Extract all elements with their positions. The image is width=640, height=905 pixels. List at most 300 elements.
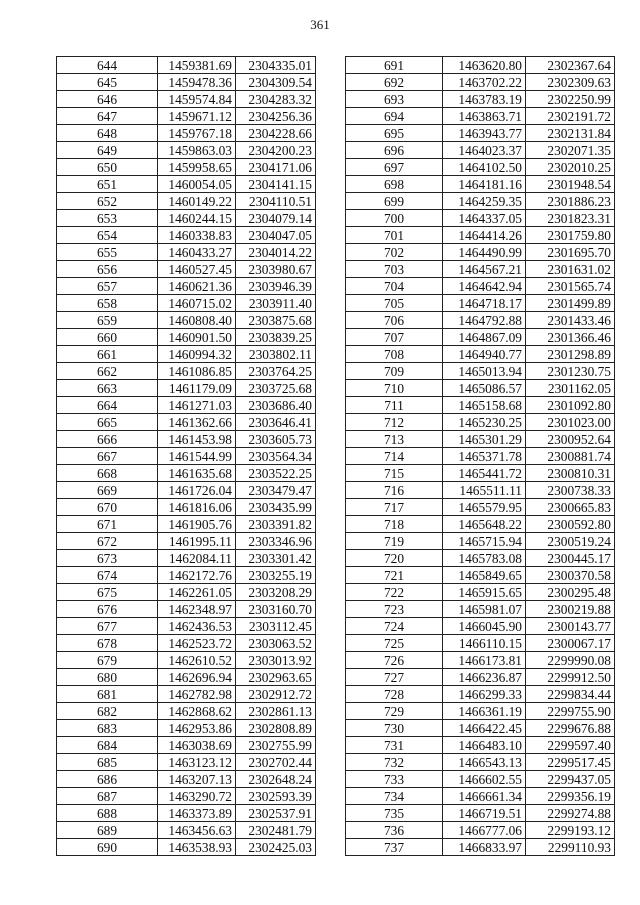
point-number-cell: 711 bbox=[346, 397, 443, 414]
table-row bbox=[57, 482, 316, 499]
table-row bbox=[57, 652, 316, 669]
table-row bbox=[57, 176, 316, 193]
point-number-cell: 726 bbox=[346, 652, 443, 669]
point-number-cell: 718 bbox=[346, 516, 443, 533]
y-coordinate-cell: 2303013.92 bbox=[236, 652, 316, 669]
point-number-cell: 662 bbox=[57, 363, 158, 380]
x-coordinate-cell: 1464023.37 bbox=[443, 142, 526, 159]
y-coordinate-cell: 2303764.25 bbox=[236, 363, 316, 380]
y-coordinate-cell: 2301823.31 bbox=[526, 210, 615, 227]
x-coordinate-cell: 1459381.69 bbox=[158, 57, 236, 74]
table-row bbox=[57, 686, 316, 703]
point-number-cell: 737 bbox=[346, 839, 443, 856]
x-coordinate-cell: 1465086.57 bbox=[443, 380, 526, 397]
point-number-cell: 707 bbox=[346, 329, 443, 346]
point-number-cell: 678 bbox=[57, 635, 158, 652]
table-row bbox=[346, 822, 615, 839]
table-row bbox=[346, 754, 615, 771]
table-row bbox=[57, 227, 316, 244]
point-number-cell: 676 bbox=[57, 601, 158, 618]
y-coordinate-cell: 2300665.83 bbox=[526, 499, 615, 516]
table-row bbox=[57, 533, 316, 550]
y-coordinate-cell: 2303839.25 bbox=[236, 329, 316, 346]
point-number-cell: 705 bbox=[346, 295, 443, 312]
table-row bbox=[346, 788, 615, 805]
table-row bbox=[346, 329, 615, 346]
y-coordinate-cell: 2299676.88 bbox=[526, 720, 615, 737]
point-number-cell: 699 bbox=[346, 193, 443, 210]
x-coordinate-cell: 1463207.13 bbox=[158, 771, 236, 788]
x-coordinate-cell: 1460527.45 bbox=[158, 261, 236, 278]
y-coordinate-cell: 2299193.12 bbox=[526, 822, 615, 839]
x-coordinate-cell: 1462348.97 bbox=[158, 601, 236, 618]
point-number-cell: 691 bbox=[346, 57, 443, 74]
point-number-cell: 675 bbox=[57, 584, 158, 601]
table-row bbox=[57, 363, 316, 380]
table-row bbox=[57, 312, 316, 329]
x-coordinate-cell: 1464259.35 bbox=[443, 193, 526, 210]
x-coordinate-cell: 1459958.65 bbox=[158, 159, 236, 176]
y-coordinate-cell: 2299597.40 bbox=[526, 737, 615, 754]
x-coordinate-cell: 1465648.22 bbox=[443, 516, 526, 533]
x-coordinate-cell: 1463123.12 bbox=[158, 754, 236, 771]
y-coordinate-cell: 2302481.79 bbox=[236, 822, 316, 839]
x-coordinate-cell: 1460808.40 bbox=[158, 312, 236, 329]
y-coordinate-cell: 2301092.80 bbox=[526, 397, 615, 414]
table-row bbox=[57, 414, 316, 431]
y-coordinate-cell: 2303725.68 bbox=[236, 380, 316, 397]
point-number-cell: 694 bbox=[346, 108, 443, 125]
y-coordinate-cell: 2302250.99 bbox=[526, 91, 615, 108]
x-coordinate-cell: 1465158.68 bbox=[443, 397, 526, 414]
x-coordinate-cell: 1461086.85 bbox=[158, 363, 236, 380]
x-coordinate-cell: 1462953.86 bbox=[158, 720, 236, 737]
x-coordinate-cell: 1463456.63 bbox=[158, 822, 236, 839]
point-number-cell: 723 bbox=[346, 601, 443, 618]
y-coordinate-cell: 2304256.36 bbox=[236, 108, 316, 125]
x-coordinate-cell: 1461995.11 bbox=[158, 533, 236, 550]
point-number-cell: 706 bbox=[346, 312, 443, 329]
y-coordinate-cell: 2299274.88 bbox=[526, 805, 615, 822]
x-coordinate-cell: 1462696.94 bbox=[158, 669, 236, 686]
x-coordinate-cell: 1463290.72 bbox=[158, 788, 236, 805]
y-coordinate-cell: 2301298.89 bbox=[526, 346, 615, 363]
table-row bbox=[57, 601, 316, 618]
point-number-cell: 682 bbox=[57, 703, 158, 720]
x-coordinate-cell: 1459478.36 bbox=[158, 74, 236, 91]
y-coordinate-cell: 2303605.73 bbox=[236, 431, 316, 448]
y-coordinate-cell: 2303686.40 bbox=[236, 397, 316, 414]
point-number-cell: 725 bbox=[346, 635, 443, 652]
table-row bbox=[346, 176, 615, 193]
y-coordinate-cell: 2303255.19 bbox=[236, 567, 316, 584]
y-coordinate-cell: 2299110.93 bbox=[526, 839, 615, 856]
point-number-cell: 735 bbox=[346, 805, 443, 822]
point-number-cell: 673 bbox=[57, 550, 158, 567]
point-number-cell: 713 bbox=[346, 431, 443, 448]
table-row bbox=[346, 686, 615, 703]
x-coordinate-cell: 1463702.22 bbox=[443, 74, 526, 91]
table-row bbox=[57, 788, 316, 805]
x-coordinate-cell: 1459863.03 bbox=[158, 142, 236, 159]
x-coordinate-cell: 1463620.80 bbox=[443, 57, 526, 74]
point-number-cell: 734 bbox=[346, 788, 443, 805]
x-coordinate-cell: 1462868.62 bbox=[158, 703, 236, 720]
point-number-cell: 672 bbox=[57, 533, 158, 550]
table-row bbox=[346, 669, 615, 686]
point-number-cell: 647 bbox=[57, 108, 158, 125]
y-coordinate-cell: 2299437.05 bbox=[526, 771, 615, 788]
table-row bbox=[346, 431, 615, 448]
x-coordinate-cell: 1463538.93 bbox=[158, 839, 236, 856]
point-number-cell: 674 bbox=[57, 567, 158, 584]
table-row bbox=[346, 74, 615, 91]
x-coordinate-cell: 1466236.87 bbox=[443, 669, 526, 686]
y-coordinate-cell: 2304283.32 bbox=[236, 91, 316, 108]
point-number-cell: 659 bbox=[57, 312, 158, 329]
point-number-cell: 663 bbox=[57, 380, 158, 397]
y-coordinate-cell: 2301948.54 bbox=[526, 176, 615, 193]
y-coordinate-cell: 2304228.66 bbox=[236, 125, 316, 142]
point-number-cell: 689 bbox=[57, 822, 158, 839]
x-coordinate-cell: 1465301.29 bbox=[443, 431, 526, 448]
y-coordinate-cell: 2304110.51 bbox=[236, 193, 316, 210]
y-coordinate-cell: 2302131.84 bbox=[526, 125, 615, 142]
x-coordinate-cell: 1461726.04 bbox=[158, 482, 236, 499]
y-coordinate-cell: 2303160.70 bbox=[236, 601, 316, 618]
point-number-cell: 668 bbox=[57, 465, 158, 482]
table-row bbox=[57, 737, 316, 754]
point-number-cell: 665 bbox=[57, 414, 158, 431]
y-coordinate-cell: 2301366.46 bbox=[526, 329, 615, 346]
y-coordinate-cell: 2302593.39 bbox=[236, 788, 316, 805]
point-number-cell: 684 bbox=[57, 737, 158, 754]
x-coordinate-cell: 1465230.25 bbox=[443, 414, 526, 431]
y-coordinate-cell: 2300295.48 bbox=[526, 584, 615, 601]
point-number-cell: 660 bbox=[57, 329, 158, 346]
point-number-cell: 715 bbox=[346, 465, 443, 482]
y-coordinate-cell: 2300519.24 bbox=[526, 533, 615, 550]
y-coordinate-cell: 2300370.58 bbox=[526, 567, 615, 584]
table-row bbox=[57, 567, 316, 584]
table-row bbox=[346, 550, 615, 567]
y-coordinate-cell: 2303391.82 bbox=[236, 516, 316, 533]
point-number-cell: 710 bbox=[346, 380, 443, 397]
point-number-cell: 724 bbox=[346, 618, 443, 635]
table-row bbox=[57, 278, 316, 295]
x-coordinate-cell: 1466543.13 bbox=[443, 754, 526, 771]
table-row bbox=[346, 312, 615, 329]
x-coordinate-cell: 1463783.19 bbox=[443, 91, 526, 108]
y-coordinate-cell: 2301499.89 bbox=[526, 295, 615, 312]
table-row bbox=[346, 839, 615, 856]
x-coordinate-cell: 1466661.34 bbox=[443, 788, 526, 805]
table-row bbox=[346, 125, 615, 142]
table-row bbox=[57, 499, 316, 516]
y-coordinate-cell: 2302702.44 bbox=[236, 754, 316, 771]
y-coordinate-cell: 2300738.33 bbox=[526, 482, 615, 499]
point-number-cell: 700 bbox=[346, 210, 443, 227]
y-coordinate-cell: 2302367.64 bbox=[526, 57, 615, 74]
table-row bbox=[346, 414, 615, 431]
table-row bbox=[346, 108, 615, 125]
x-coordinate-cell: 1465371.78 bbox=[443, 448, 526, 465]
x-coordinate-cell: 1461816.06 bbox=[158, 499, 236, 516]
y-coordinate-cell: 2302071.35 bbox=[526, 142, 615, 159]
table-row bbox=[346, 193, 615, 210]
point-number-cell: 646 bbox=[57, 91, 158, 108]
table-row bbox=[346, 567, 615, 584]
x-coordinate-cell: 1460244.15 bbox=[158, 210, 236, 227]
table-row bbox=[346, 448, 615, 465]
point-number-cell: 645 bbox=[57, 74, 158, 91]
x-coordinate-cell: 1466719.51 bbox=[443, 805, 526, 822]
table-row bbox=[57, 159, 316, 176]
point-number-cell: 664 bbox=[57, 397, 158, 414]
table-row bbox=[346, 805, 615, 822]
x-coordinate-cell: 1464102.50 bbox=[443, 159, 526, 176]
table-row bbox=[346, 227, 615, 244]
table-row bbox=[346, 584, 615, 601]
y-coordinate-cell: 2302861.13 bbox=[236, 703, 316, 720]
y-coordinate-cell: 2303346.96 bbox=[236, 533, 316, 550]
y-coordinate-cell: 2301695.70 bbox=[526, 244, 615, 261]
table-row bbox=[346, 635, 615, 652]
y-coordinate-cell: 2304079.14 bbox=[236, 210, 316, 227]
table-row bbox=[57, 108, 316, 125]
y-coordinate-cell: 2303980.67 bbox=[236, 261, 316, 278]
point-number-cell: 728 bbox=[346, 686, 443, 703]
table-row bbox=[346, 91, 615, 108]
point-number-cell: 729 bbox=[346, 703, 443, 720]
x-coordinate-cell: 1460433.27 bbox=[158, 244, 236, 261]
table-row bbox=[346, 703, 615, 720]
x-coordinate-cell: 1463863.71 bbox=[443, 108, 526, 125]
y-coordinate-cell: 2301759.80 bbox=[526, 227, 615, 244]
x-coordinate-cell: 1460715.02 bbox=[158, 295, 236, 312]
y-coordinate-cell: 2303911.40 bbox=[236, 295, 316, 312]
y-coordinate-cell: 2301433.46 bbox=[526, 312, 615, 329]
page-number: 361 bbox=[310, 17, 330, 32]
table-row bbox=[346, 142, 615, 159]
table-row bbox=[346, 159, 615, 176]
point-number-cell: 708 bbox=[346, 346, 443, 363]
y-coordinate-cell: 2302912.72 bbox=[236, 686, 316, 703]
x-coordinate-cell: 1466602.55 bbox=[443, 771, 526, 788]
y-coordinate-cell: 2304200.23 bbox=[236, 142, 316, 159]
y-coordinate-cell: 2301631.02 bbox=[526, 261, 615, 278]
x-coordinate-cell: 1464867.09 bbox=[443, 329, 526, 346]
x-coordinate-cell: 1465849.65 bbox=[443, 567, 526, 584]
x-coordinate-cell: 1465715.94 bbox=[443, 533, 526, 550]
y-coordinate-cell: 2302648.24 bbox=[236, 771, 316, 788]
point-number-cell: 727 bbox=[346, 669, 443, 686]
x-coordinate-cell: 1465013.94 bbox=[443, 363, 526, 380]
point-number-cell: 731 bbox=[346, 737, 443, 754]
point-number-cell: 690 bbox=[57, 839, 158, 856]
table-row bbox=[57, 329, 316, 346]
y-coordinate-cell: 2302755.99 bbox=[236, 737, 316, 754]
table-row bbox=[57, 397, 316, 414]
table-row bbox=[57, 346, 316, 363]
table-row bbox=[346, 499, 615, 516]
point-number-cell: 650 bbox=[57, 159, 158, 176]
table-row bbox=[346, 720, 615, 737]
x-coordinate-cell: 1464181.16 bbox=[443, 176, 526, 193]
table-row bbox=[57, 839, 316, 856]
x-coordinate-cell: 1466483.10 bbox=[443, 737, 526, 754]
table-row bbox=[57, 125, 316, 142]
x-coordinate-cell: 1466299.33 bbox=[443, 686, 526, 703]
x-coordinate-cell: 1464792.88 bbox=[443, 312, 526, 329]
point-number-cell: 649 bbox=[57, 142, 158, 159]
table-row bbox=[57, 295, 316, 312]
x-coordinate-cell: 1460054.05 bbox=[158, 176, 236, 193]
y-coordinate-cell: 2300810.31 bbox=[526, 465, 615, 482]
x-coordinate-cell: 1462261.05 bbox=[158, 584, 236, 601]
y-coordinate-cell: 2299834.44 bbox=[526, 686, 615, 703]
y-coordinate-cell: 2300143.77 bbox=[526, 618, 615, 635]
point-number-cell: 652 bbox=[57, 193, 158, 210]
x-coordinate-cell: 1461271.03 bbox=[158, 397, 236, 414]
y-coordinate-cell: 2299755.90 bbox=[526, 703, 615, 720]
table-row bbox=[346, 652, 615, 669]
point-number-cell: 733 bbox=[346, 771, 443, 788]
point-number-cell: 656 bbox=[57, 261, 158, 278]
y-coordinate-cell: 2302191.72 bbox=[526, 108, 615, 125]
table-row bbox=[57, 720, 316, 737]
point-number-cell: 732 bbox=[346, 754, 443, 771]
x-coordinate-cell: 1463373.89 bbox=[158, 805, 236, 822]
x-coordinate-cell: 1461362.66 bbox=[158, 414, 236, 431]
x-coordinate-cell: 1464337.05 bbox=[443, 210, 526, 227]
y-coordinate-cell: 2300445.17 bbox=[526, 550, 615, 567]
point-number-cell: 648 bbox=[57, 125, 158, 142]
table-row bbox=[57, 584, 316, 601]
point-number-cell: 677 bbox=[57, 618, 158, 635]
x-coordinate-cell: 1465915.65 bbox=[443, 584, 526, 601]
y-coordinate-cell: 2301162.05 bbox=[526, 380, 615, 397]
y-coordinate-cell: 2303875.68 bbox=[236, 312, 316, 329]
x-coordinate-cell: 1466833.97 bbox=[443, 839, 526, 856]
table-row bbox=[346, 516, 615, 533]
x-coordinate-cell: 1460149.22 bbox=[158, 193, 236, 210]
table-row bbox=[346, 210, 615, 227]
y-coordinate-cell: 2304014.22 bbox=[236, 244, 316, 261]
x-coordinate-cell: 1462782.98 bbox=[158, 686, 236, 703]
point-number-cell: 717 bbox=[346, 499, 443, 516]
point-number-cell: 714 bbox=[346, 448, 443, 465]
x-coordinate-cell: 1462084.11 bbox=[158, 550, 236, 567]
y-coordinate-cell: 2303435.99 bbox=[236, 499, 316, 516]
x-coordinate-cell: 1466422.45 bbox=[443, 720, 526, 737]
table-row bbox=[346, 278, 615, 295]
x-coordinate-cell: 1464490.99 bbox=[443, 244, 526, 261]
x-coordinate-cell: 1465511.11 bbox=[443, 482, 526, 499]
point-number-cell: 680 bbox=[57, 669, 158, 686]
point-number-cell: 736 bbox=[346, 822, 443, 839]
table-row bbox=[346, 244, 615, 261]
point-number-cell: 687 bbox=[57, 788, 158, 805]
table-row bbox=[57, 91, 316, 108]
point-number-cell: 721 bbox=[346, 567, 443, 584]
table-row bbox=[346, 346, 615, 363]
point-number-cell: 720 bbox=[346, 550, 443, 567]
y-coordinate-cell: 2304309.54 bbox=[236, 74, 316, 91]
x-coordinate-cell: 1461544.99 bbox=[158, 448, 236, 465]
y-coordinate-cell: 2300592.80 bbox=[526, 516, 615, 533]
y-coordinate-cell: 2302425.03 bbox=[236, 839, 316, 856]
y-coordinate-cell: 2299990.08 bbox=[526, 652, 615, 669]
x-coordinate-cell: 1459574.84 bbox=[158, 91, 236, 108]
y-coordinate-cell: 2304335.01 bbox=[236, 57, 316, 74]
x-coordinate-cell: 1463943.77 bbox=[443, 125, 526, 142]
point-number-cell: 703 bbox=[346, 261, 443, 278]
x-coordinate-cell: 1461905.76 bbox=[158, 516, 236, 533]
point-number-cell: 709 bbox=[346, 363, 443, 380]
table-row bbox=[57, 380, 316, 397]
y-coordinate-cell: 2302537.91 bbox=[236, 805, 316, 822]
y-coordinate-cell: 2303479.47 bbox=[236, 482, 316, 499]
y-coordinate-cell: 2302963.65 bbox=[236, 669, 316, 686]
table-row bbox=[346, 261, 615, 278]
point-number-cell: 654 bbox=[57, 227, 158, 244]
x-coordinate-cell: 1466777.06 bbox=[443, 822, 526, 839]
y-coordinate-cell: 2301230.75 bbox=[526, 363, 615, 380]
table-row bbox=[57, 448, 316, 465]
table-row bbox=[346, 363, 615, 380]
point-number-cell: 667 bbox=[57, 448, 158, 465]
coordinate-table-left bbox=[56, 56, 316, 856]
point-number-cell: 670 bbox=[57, 499, 158, 516]
y-coordinate-cell: 2303646.41 bbox=[236, 414, 316, 431]
y-coordinate-cell: 2303802.11 bbox=[236, 346, 316, 363]
x-coordinate-cell: 1465783.08 bbox=[443, 550, 526, 567]
table-row bbox=[57, 193, 316, 210]
x-coordinate-cell: 1464567.21 bbox=[443, 261, 526, 278]
point-number-cell: 695 bbox=[346, 125, 443, 142]
point-number-cell: 644 bbox=[57, 57, 158, 74]
y-coordinate-cell: 2303208.29 bbox=[236, 584, 316, 601]
x-coordinate-cell: 1465441.72 bbox=[443, 465, 526, 482]
x-coordinate-cell: 1466110.15 bbox=[443, 635, 526, 652]
x-coordinate-cell: 1460621.36 bbox=[158, 278, 236, 295]
coordinate-table-right bbox=[345, 56, 615, 856]
y-coordinate-cell: 2301023.00 bbox=[526, 414, 615, 431]
table-row bbox=[57, 754, 316, 771]
x-coordinate-cell: 1465981.07 bbox=[443, 601, 526, 618]
y-coordinate-cell: 2300067.17 bbox=[526, 635, 615, 652]
point-number-cell: 688 bbox=[57, 805, 158, 822]
point-number-cell: 702 bbox=[346, 244, 443, 261]
x-coordinate-cell: 1461179.09 bbox=[158, 380, 236, 397]
y-coordinate-cell: 2303522.25 bbox=[236, 465, 316, 482]
point-number-cell: 683 bbox=[57, 720, 158, 737]
x-coordinate-cell: 1466045.90 bbox=[443, 618, 526, 635]
x-coordinate-cell: 1462523.72 bbox=[158, 635, 236, 652]
point-number-cell: 722 bbox=[346, 584, 443, 601]
x-coordinate-cell: 1462172.76 bbox=[158, 567, 236, 584]
y-coordinate-cell: 2299912.50 bbox=[526, 669, 615, 686]
table-row bbox=[346, 601, 615, 618]
table-row bbox=[346, 295, 615, 312]
point-number-cell: 712 bbox=[346, 414, 443, 431]
table-row bbox=[57, 703, 316, 720]
x-coordinate-cell: 1459767.18 bbox=[158, 125, 236, 142]
y-coordinate-cell: 2300219.88 bbox=[526, 601, 615, 618]
x-coordinate-cell: 1461453.98 bbox=[158, 431, 236, 448]
y-coordinate-cell: 2303112.45 bbox=[236, 618, 316, 635]
